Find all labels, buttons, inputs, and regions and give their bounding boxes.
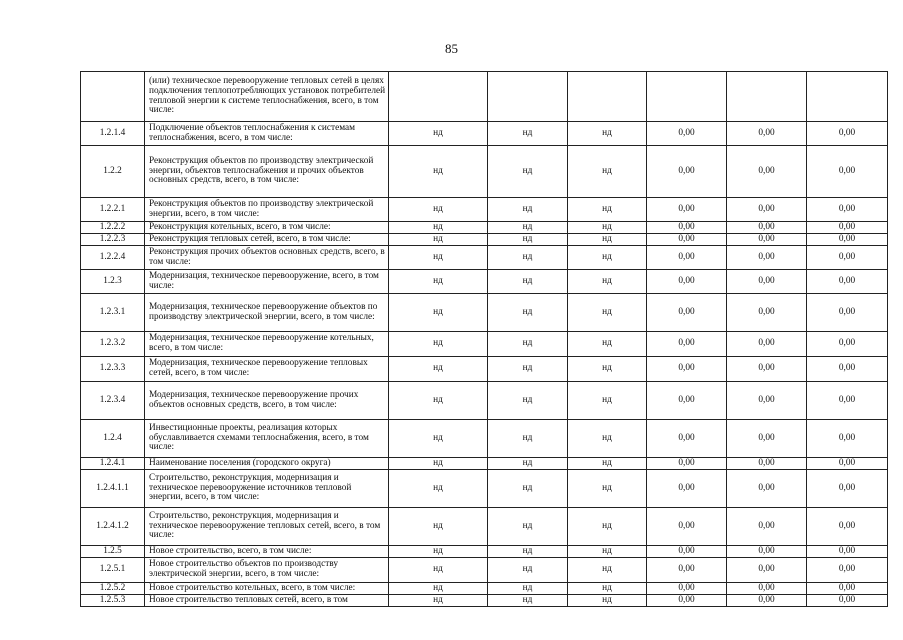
investment-table xyxy=(80,71,888,607)
cell-value: нд xyxy=(488,222,568,234)
cell-value: нд xyxy=(568,357,647,382)
cell-value: 0,00 xyxy=(647,382,727,420)
row-description: Модернизация, техническое перевооружение тепловых сетей, всего, в том числе: xyxy=(145,357,389,382)
cell-value: нд xyxy=(488,558,568,583)
cell-value: нд xyxy=(568,146,647,198)
cell-value: нд xyxy=(568,198,647,222)
cell-value: нд xyxy=(389,382,488,420)
row-description: Реконструкция объектов по производству электрической энергии, всего, в том числе: xyxy=(145,198,389,222)
cell-value: нд xyxy=(568,470,647,508)
cell-value: 0,00 xyxy=(807,270,888,294)
table-row xyxy=(81,595,888,607)
cell-value: 0,00 xyxy=(807,234,888,246)
cell-value: 0,00 xyxy=(647,198,727,222)
row-code: 1.2.4.1.2 xyxy=(81,508,145,546)
cell-value: 0,00 xyxy=(807,546,888,558)
cell-value: 0,00 xyxy=(647,595,727,607)
cell-value: нд xyxy=(488,146,568,198)
table-row xyxy=(81,470,888,508)
cell-value: нд xyxy=(568,122,647,146)
row-code: 1.2.4 xyxy=(81,420,145,458)
cell-value: нд xyxy=(488,357,568,382)
page-number: 85 xyxy=(445,41,458,56)
cell-value: 0,00 xyxy=(807,357,888,382)
cell-value: нд xyxy=(488,595,568,607)
row-description: Модернизация, техническое перевооружение, всего, в том числе: xyxy=(145,270,389,294)
cell-value: 0,00 xyxy=(807,458,888,470)
cell-value: 0,00 xyxy=(647,470,727,508)
cell-value: 0,00 xyxy=(727,122,807,146)
cell-value: 0,00 xyxy=(807,122,888,146)
cell-value: нд xyxy=(389,558,488,583)
cell-value: 0,00 xyxy=(647,270,727,294)
cell-value: 0,00 xyxy=(807,146,888,198)
cell-value: нд xyxy=(389,246,488,270)
cell-value: 0,00 xyxy=(647,294,727,332)
row-code: 1.2.5.1 xyxy=(81,558,145,583)
cell-value: нд xyxy=(488,546,568,558)
cell-value: 0,00 xyxy=(647,583,727,595)
table-row xyxy=(81,508,888,546)
cell-value: 0,00 xyxy=(807,246,888,270)
cell-value: нд xyxy=(389,270,488,294)
cell-value: нд xyxy=(488,234,568,246)
row-code: 1.2.4.1 xyxy=(81,458,145,470)
row-description: Модернизация, техническое перевооружение котельных, всего, в том числе: xyxy=(145,332,389,357)
row-code: 1.2.2 xyxy=(81,146,145,198)
cell-value xyxy=(389,72,488,122)
cell-value: 0,00 xyxy=(647,420,727,458)
table-row xyxy=(81,458,888,470)
cell-value: 0,00 xyxy=(807,583,888,595)
cell-value: 0,00 xyxy=(727,270,807,294)
cell-value: нд xyxy=(568,294,647,332)
row-code: 1.2.3.3 xyxy=(81,357,145,382)
cell-value: нд xyxy=(389,546,488,558)
cell-value: нд xyxy=(568,595,647,607)
row-description: Новое строительство, всего, в том числе: xyxy=(145,546,389,558)
cell-value: 0,00 xyxy=(647,222,727,234)
cell-value: 0,00 xyxy=(727,357,807,382)
cell-value: 0,00 xyxy=(727,382,807,420)
cell-value: нд xyxy=(568,420,647,458)
cell-value xyxy=(488,72,568,122)
table-row xyxy=(81,72,888,122)
cell-value: 0,00 xyxy=(647,558,727,583)
cell-value: нд xyxy=(568,508,647,546)
cell-value: 0,00 xyxy=(727,470,807,508)
row-code: 1.2.2.2 xyxy=(81,222,145,234)
cell-value: 0,00 xyxy=(807,420,888,458)
cell-value: нд xyxy=(389,357,488,382)
cell-value: нд xyxy=(389,583,488,595)
row-code: 1.2.3.4 xyxy=(81,382,145,420)
cell-value: нд xyxy=(488,470,568,508)
cell-value: 0,00 xyxy=(647,234,727,246)
cell-value: 0,00 xyxy=(727,294,807,332)
cell-value: 0,00 xyxy=(807,470,888,508)
row-code: 1.2.2.1 xyxy=(81,198,145,222)
row-description: Инвестиционные проекты, реализация которых обуславливается схемами теплоснабжения, всего, в том числе: xyxy=(145,420,389,458)
cell-value: 0,00 xyxy=(727,222,807,234)
cell-value: нд xyxy=(488,458,568,470)
row-description: Реконструкция тепловых сетей, всего, в том числе: xyxy=(145,234,389,246)
cell-value: нд xyxy=(568,558,647,583)
cell-value: 0,00 xyxy=(647,246,727,270)
cell-value xyxy=(647,72,727,122)
row-code: 1.2.3 xyxy=(81,270,145,294)
table-row xyxy=(81,332,888,357)
cell-value: 0,00 xyxy=(807,294,888,332)
row-code: 1.2.3.1 xyxy=(81,294,145,332)
row-code: 1.2.5.2 xyxy=(81,583,145,595)
cell-value: нд xyxy=(568,270,647,294)
table-row xyxy=(81,146,888,198)
cell-value: нд xyxy=(488,583,568,595)
row-code: 1.2.3.2 xyxy=(81,332,145,357)
cell-value: нд xyxy=(488,122,568,146)
cell-value: нд xyxy=(488,332,568,357)
row-description: Модернизация, техническое перевооружение прочих объектов основных средств, всего, в том числе: xyxy=(145,382,389,420)
row-code: 1.2.2.3 xyxy=(81,234,145,246)
cell-value: 0,00 xyxy=(727,332,807,357)
cell-value: нд xyxy=(568,583,647,595)
row-description: Строительство, реконструкция, модернизация и техническое перевооружение тепловых сетей, всего, в том числе: xyxy=(145,508,389,546)
cell-value: нд xyxy=(488,198,568,222)
cell-value: нд xyxy=(389,508,488,546)
cell-value xyxy=(568,72,647,122)
table-row xyxy=(81,122,888,146)
table-row xyxy=(81,246,888,270)
row-description: Строительство, реконструкция, модернизация и техническое перевооружение источников тепловой энергии, всего, в том числе: xyxy=(145,470,389,508)
table-row xyxy=(81,420,888,458)
row-code: 1.2.5.3 xyxy=(81,595,145,607)
cell-value: 0,00 xyxy=(647,508,727,546)
cell-value: 0,00 xyxy=(727,583,807,595)
row-code: 1.2.4.1.1 xyxy=(81,470,145,508)
row-code: 1.2.2.4 xyxy=(81,246,145,270)
cell-value: 0,00 xyxy=(807,382,888,420)
cell-value: 0,00 xyxy=(807,508,888,546)
cell-value: 0,00 xyxy=(727,458,807,470)
row-code xyxy=(81,72,145,122)
cell-value: нд xyxy=(568,246,647,270)
cell-value: 0,00 xyxy=(727,546,807,558)
table-row xyxy=(81,198,888,222)
row-description: Модернизация, техническое перевооружение объектов по производству электрической энергии, всего, в том числе: xyxy=(145,294,389,332)
table-row xyxy=(81,546,888,558)
cell-value: нд xyxy=(488,294,568,332)
table-row xyxy=(81,382,888,420)
cell-value: 0,00 xyxy=(647,458,727,470)
cell-value: 0,00 xyxy=(647,546,727,558)
row-description: Подключение объектов теплоснабжения к системам теплоснабжения, всего, в том числе: xyxy=(145,122,389,146)
cell-value: 0,00 xyxy=(807,222,888,234)
row-description: Реконструкция прочих объектов основных средств, всего, в том числе: xyxy=(145,246,389,270)
cell-value: 0,00 xyxy=(807,332,888,357)
cell-value: нд xyxy=(488,420,568,458)
row-description: Наименование поселения (городского округа) xyxy=(145,458,389,470)
cell-value: нд xyxy=(488,382,568,420)
cell-value: 0,00 xyxy=(727,420,807,458)
cell-value: нд xyxy=(389,122,488,146)
cell-value: 0,00 xyxy=(727,595,807,607)
cell-value: нд xyxy=(488,246,568,270)
cell-value: нд xyxy=(389,222,488,234)
cell-value: 0,00 xyxy=(727,146,807,198)
cell-value: 0,00 xyxy=(727,198,807,222)
cell-value: нд xyxy=(568,234,647,246)
cell-value: нд xyxy=(568,458,647,470)
row-code: 1.2.5 xyxy=(81,546,145,558)
table-row xyxy=(81,357,888,382)
row-description: Новое строительство котельных, всего, в том числе: xyxy=(145,583,389,595)
cell-value: нд xyxy=(389,470,488,508)
row-description: (или) техническое перевооружение тепловых сетей в целях подключения теплопотребляющих установок потребителей тепловой энергии к системе теплоснабжения, всего, в том числе: xyxy=(145,72,389,122)
row-description: Реконструкция котельных, всего, в том числе: xyxy=(145,222,389,234)
cell-value: нд xyxy=(389,420,488,458)
cell-value: нд xyxy=(389,294,488,332)
cell-value: нд xyxy=(389,234,488,246)
cell-value: 0,00 xyxy=(647,332,727,357)
cell-value: 0,00 xyxy=(647,146,727,198)
cell-value: 0,00 xyxy=(727,246,807,270)
cell-value: нд xyxy=(389,146,488,198)
table-row xyxy=(81,583,888,595)
table-row xyxy=(81,294,888,332)
cell-value: 0,00 xyxy=(807,558,888,583)
cell-value: нд xyxy=(488,508,568,546)
row-description: Новое строительство объектов по производству электрической энергии, всего, в том числе: xyxy=(145,558,389,583)
cell-value: нд xyxy=(488,270,568,294)
cell-value: нд xyxy=(568,382,647,420)
row-description: Новое строительство тепловых сетей, всего, в том xyxy=(145,595,389,607)
cell-value: 0,00 xyxy=(807,198,888,222)
cell-value: нд xyxy=(568,546,647,558)
table-row xyxy=(81,558,888,583)
row-description: Реконструкция объектов по производству электрической энергии, объектов теплоснабжения и прочих объектов основных средств, всего, в том числе: xyxy=(145,146,389,198)
cell-value: нд xyxy=(568,222,647,234)
table-row xyxy=(81,270,888,294)
cell-value xyxy=(727,72,807,122)
cell-value: 0,00 xyxy=(647,122,727,146)
cell-value xyxy=(807,72,888,122)
cell-value: 0,00 xyxy=(647,357,727,382)
cell-value: нд xyxy=(389,458,488,470)
cell-value: нд xyxy=(389,595,488,607)
cell-value: нд xyxy=(568,332,647,357)
cell-value: 0,00 xyxy=(807,595,888,607)
cell-value: 0,00 xyxy=(727,508,807,546)
table-row xyxy=(81,234,888,246)
cell-value: нд xyxy=(389,198,488,222)
row-code: 1.2.1.4 xyxy=(81,122,145,146)
table-row xyxy=(81,222,888,234)
cell-value: 0,00 xyxy=(727,234,807,246)
cell-value: нд xyxy=(389,332,488,357)
cell-value: 0,00 xyxy=(727,558,807,583)
